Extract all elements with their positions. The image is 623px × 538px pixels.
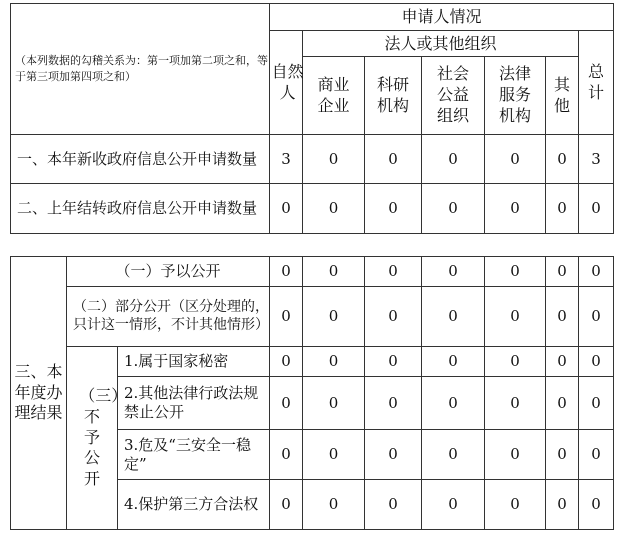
applicant-table <box>10 3 614 234</box>
cell: 0 <box>365 347 422 377</box>
cell: 0 <box>546 184 579 234</box>
cell: 0 <box>422 184 485 234</box>
cell: 0 <box>485 184 546 234</box>
cell: 3 <box>579 135 614 184</box>
result-table <box>10 256 614 530</box>
section3-label-cell: 三、本年度办理结果 <box>11 257 67 530</box>
cell: 0 <box>546 287 579 347</box>
cell: 0 <box>270 480 303 530</box>
table-row <box>11 135 614 184</box>
cell: 0 <box>579 287 614 347</box>
cell: 0 <box>303 135 365 184</box>
table-row <box>11 287 614 347</box>
cell: 0 <box>546 430 579 480</box>
cell: 0 <box>270 377 303 430</box>
note-cell <box>11 4 270 135</box>
cell: 0 <box>546 347 579 377</box>
natural-person-header: 自然人 <box>270 31 303 135</box>
cell: 0 <box>303 257 365 287</box>
cell: 0 <box>303 377 365 430</box>
cell: 0 <box>365 257 422 287</box>
cell: 0 <box>422 430 485 480</box>
cell: 0 <box>365 430 422 480</box>
table-row <box>11 184 614 234</box>
cell: 0 <box>270 347 303 377</box>
cell: 0 <box>485 430 546 480</box>
cell: 0 <box>485 257 546 287</box>
row-label: 二、上年结转政府信息公开申请数量 <box>11 184 270 234</box>
cell: 0 <box>365 287 422 347</box>
cell: 0 <box>365 377 422 430</box>
row-label: （一）予以公开 <box>67 257 270 287</box>
cell: 0 <box>579 377 614 430</box>
applicant-situation-header: 申请人情况 <box>270 4 614 31</box>
cell: 0 <box>485 377 546 430</box>
row-label: 4.保护第三方合法权 <box>118 480 270 530</box>
cell: 0 <box>422 287 485 347</box>
table-row <box>11 257 614 287</box>
row-label: 3.危及“三安全一稳定” <box>118 430 270 480</box>
cell: 0 <box>365 135 422 184</box>
cell: 0 <box>422 377 485 430</box>
cell: 0 <box>546 377 579 430</box>
cell: 0 <box>422 135 485 184</box>
cell: 0 <box>303 184 365 234</box>
cell: 0 <box>422 480 485 530</box>
cell: 0 <box>303 287 365 347</box>
cell: 0 <box>303 430 365 480</box>
cell: 0 <box>303 480 365 530</box>
cell: 0 <box>579 347 614 377</box>
legal-service-header: 法律服务机构 <box>485 57 546 135</box>
total-header: 总计 <box>579 31 614 135</box>
row-label: 一、本年新收政府信息公开申请数量 <box>11 135 270 184</box>
social-welfare-header: 社会公益组织 <box>422 57 485 135</box>
cell: 0 <box>422 257 485 287</box>
commercial-header: 商业企业 <box>303 57 365 135</box>
row-label: （二）部分公开（区分处理的，只计这一情形，不计其他情形） <box>67 287 270 347</box>
legal-org-header: 法人或其他组织 <box>303 31 579 57</box>
cell: 0 <box>270 184 303 234</box>
cell: 0 <box>365 480 422 530</box>
row-label: 2.其他法律行政法规禁止公开 <box>118 377 270 430</box>
cell: 0 <box>270 257 303 287</box>
cell: 0 <box>485 135 546 184</box>
cell: 0 <box>485 347 546 377</box>
row-label: 1.属于国家秘密 <box>118 347 270 377</box>
cell: 0 <box>546 257 579 287</box>
cell: 0 <box>365 184 422 234</box>
cell: 3 <box>270 135 303 184</box>
cell: 0 <box>579 184 614 234</box>
cell: 0 <box>485 480 546 530</box>
cell: 0 <box>579 257 614 287</box>
cell: 0 <box>422 347 485 377</box>
research-header: 科研机构 <box>365 57 422 135</box>
group3-label-cell: （三）不予公开 <box>67 347 118 530</box>
other-header: 其他 <box>546 57 579 135</box>
cell: 0 <box>579 480 614 530</box>
cell: 0 <box>270 430 303 480</box>
cell: 0 <box>485 287 546 347</box>
cell: 0 <box>546 480 579 530</box>
table-row <box>11 347 614 377</box>
cell: 0 <box>546 135 579 184</box>
note-text: （本列数据的勾稽关系为：第一项加第二项之和，等于第三项加第四项之和） <box>15 53 268 83</box>
cell: 0 <box>303 347 365 377</box>
cell: 0 <box>579 430 614 480</box>
cell: 0 <box>270 287 303 347</box>
